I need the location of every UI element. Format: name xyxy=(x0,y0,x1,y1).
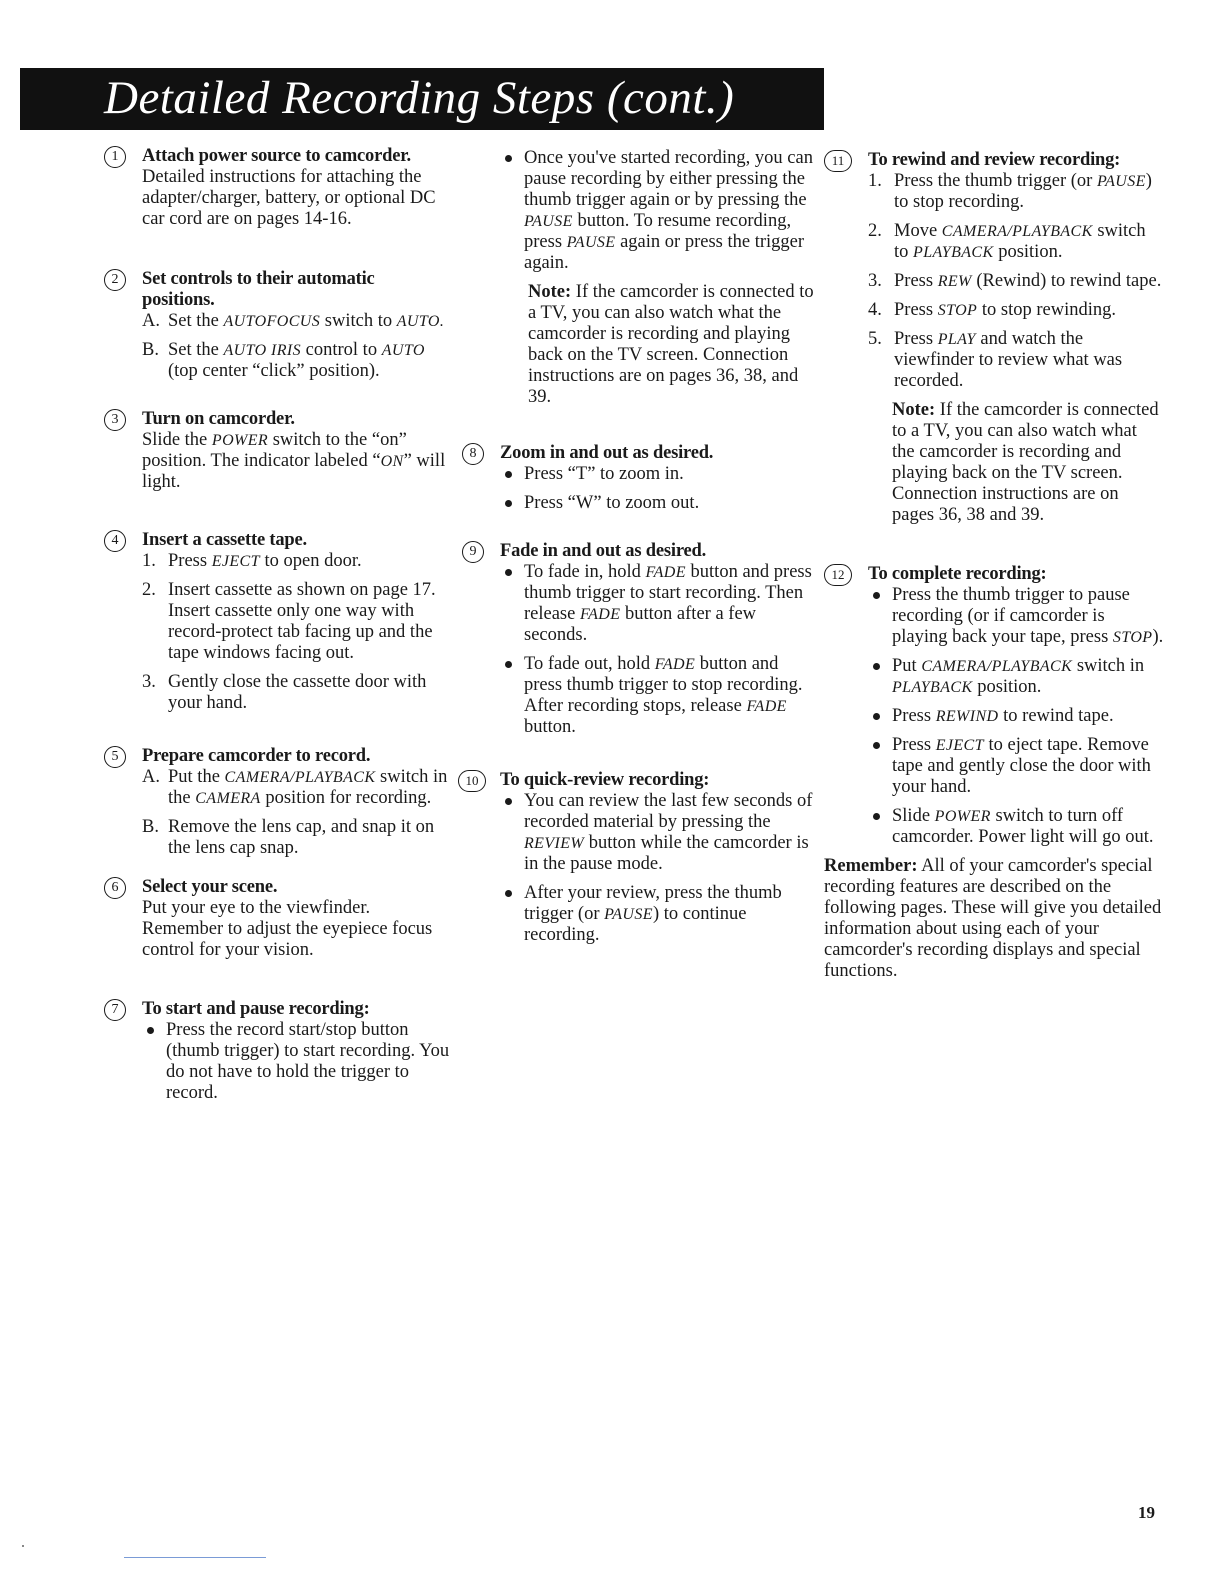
bullet-item: Press the record start/stop button (thumb trigger) to start recording. You do not have to hold the trigger to record. xyxy=(142,1020,450,1104)
step-11 xyxy=(824,150,1164,526)
step-4 xyxy=(104,530,450,714)
step-number-circle: 2 xyxy=(104,269,126,291)
note-text: If the camcorder is connected to a TV, you can also watch what the camcorder is recording and playing back on the TV screen. Connection instructions are on pages 36, 38 and 39. xyxy=(892,400,1159,525)
note-label: Note: xyxy=(528,282,572,302)
list-label: 1. xyxy=(142,551,156,571)
control-name: PLAYBACK xyxy=(892,679,973,696)
remember-text: All of your camcorder's special recording features are described on the following pages. These will give you detailed information about using each of your camcorder's recording displays and special functions. xyxy=(824,856,1162,981)
control-name: EJECT xyxy=(211,553,260,570)
control-name: EJECT xyxy=(935,737,984,754)
control-name: PLAY xyxy=(937,331,976,348)
list-text: (top center “click” position). xyxy=(168,361,380,381)
control-name: CAMERA/PLAYBACK xyxy=(224,769,376,786)
scan-speck xyxy=(22,1545,24,1547)
step-number-circle: 6 xyxy=(104,877,126,899)
note xyxy=(528,282,814,408)
control-name: ON xyxy=(380,453,404,470)
note-label: Note: xyxy=(892,400,936,420)
bullet-item: Press “T” to zoom in. xyxy=(500,464,814,485)
list-item: 2. Move CAMERA/PLAYBACK switch to PLAYBACK position. xyxy=(868,221,1146,262)
list-item xyxy=(142,672,450,714)
control-name: CAMERA/PLAYBACK xyxy=(921,658,1073,675)
list-label: A. xyxy=(142,767,160,787)
list-text: switch to xyxy=(320,311,397,331)
column-left xyxy=(104,146,450,1112)
control-name: AUTO xyxy=(381,342,425,359)
bullet-item: Press “W” to zoom out. xyxy=(500,493,814,514)
step-number-circle: 8 xyxy=(462,443,484,465)
column-middle xyxy=(462,146,814,954)
page-title: Detailed Recording Steps (cont.) xyxy=(104,72,735,124)
step-12 xyxy=(824,564,1164,848)
step-number-circle: 7 xyxy=(104,999,126,1021)
step-heading: Set controls to their automatic positions. xyxy=(142,269,375,310)
footer-rule xyxy=(124,1557,266,1558)
step-2 xyxy=(104,269,450,382)
step-number-circle: 9 xyxy=(462,541,484,563)
list-label: 5. xyxy=(868,329,882,349)
step-10 xyxy=(462,770,814,946)
list-label: 4. xyxy=(868,300,882,320)
control-name: REW xyxy=(937,273,972,290)
column-right xyxy=(824,150,1164,982)
step-number-circle: 12 xyxy=(824,564,852,586)
page-number: 19 xyxy=(1138,1503,1155,1522)
list-item: 4. Press STOP to stop rewinding. xyxy=(868,300,1116,320)
list-item xyxy=(142,817,450,859)
step-number-circle: 4 xyxy=(104,530,126,552)
bullet-item: Press the thumb trigger to pause recording (or if camcorder is playing back your tape, press STOP). xyxy=(868,585,1164,648)
bullet-item: Put CAMERA/PLAYBACK switch in PLAYBACK position. xyxy=(868,656,1164,698)
control-name: AUTOFOCUS xyxy=(223,313,321,330)
list-label: A. xyxy=(142,311,160,331)
list-item xyxy=(142,580,450,664)
step-number-circle: 1 xyxy=(104,146,126,168)
control-name: REWIND xyxy=(935,708,999,725)
list-text: Remove the lens cap, and snap it on the lens cap snap. xyxy=(168,817,435,858)
step-number-circle: 5 xyxy=(104,746,126,768)
step-heading: To rewind and review recording: xyxy=(868,150,1121,170)
step-heading: Insert a cassette tape. xyxy=(142,530,307,550)
step-8 xyxy=(462,443,814,514)
step-text: Detailed instructions for attaching the adapter/charger, battery, or optional DC car cord are on pages 14-16. xyxy=(142,167,436,229)
step-3 xyxy=(104,409,450,493)
list-item: 5. Press PLAY and watch the viewfinder to review what was recorded. xyxy=(868,329,1123,391)
step-9 xyxy=(462,541,814,738)
bullet-item: Once you've started recording, you can pause recording by either pressing the thumb trigger again or by pressing the PAUSE button. To resume recording, press PAUSE again or press the trigger again. xyxy=(500,148,814,274)
step-7 xyxy=(104,999,450,1104)
bullet-item: Press EJECT to eject tape. Remove tape and gently close the door with your hand. xyxy=(868,735,1164,798)
list-label: 2. xyxy=(868,221,882,241)
list-text: Gently close the cassette door with your hand. xyxy=(168,672,427,713)
list-text: control to xyxy=(301,340,382,360)
step-5 xyxy=(104,746,450,859)
control-name: POWER xyxy=(934,808,991,825)
step-text: Slide the POWER switch to the “on” position. The indicator labeled “ON” will light. xyxy=(142,430,446,492)
list-label: 3. xyxy=(142,672,156,692)
step-text: Put your eye to the viewfinder. Remember to adjust the eyepiece focus control for your vision. xyxy=(142,898,433,960)
step-heading: To start and pause recording: xyxy=(142,999,370,1019)
list-text: Set the xyxy=(168,311,224,331)
step-heading: Turn on camcorder. xyxy=(142,409,295,429)
step-heading: Prepare camcorder to record. xyxy=(142,746,371,766)
control-name: AUTO. xyxy=(396,313,445,330)
control-name: PAUSE xyxy=(566,234,616,251)
control-name: FADE xyxy=(579,606,621,623)
remember-paragraph xyxy=(824,856,1164,982)
control-name: CAMERA xyxy=(195,790,261,807)
step-heading: To quick-review recording: xyxy=(500,770,710,790)
step-number-circle: 10 xyxy=(458,770,486,792)
page-title-banner xyxy=(20,68,824,130)
control-name: PAUSE xyxy=(604,906,653,923)
bullet-item: To fade out, hold FADE button and press thumb trigger to stop recording. After recording stops, release FADE button. xyxy=(500,654,814,738)
remember-label: Remember: xyxy=(824,856,918,876)
list-label: 1. xyxy=(868,171,882,191)
control-name: PLAYBACK xyxy=(913,244,994,261)
control-name: REVIEW xyxy=(524,835,585,852)
step-heading: Select your scene. xyxy=(142,877,278,897)
control-name: POWER xyxy=(211,432,269,449)
step-heading: To complete recording: xyxy=(868,564,1047,584)
control-name: FADE xyxy=(746,698,787,715)
step-heading: Attach power source to camcorder. xyxy=(142,146,411,166)
list-label: 2. xyxy=(142,580,156,600)
note xyxy=(892,400,1164,526)
control-name: PAUSE xyxy=(524,213,573,230)
control-name: AUTO IRIS xyxy=(223,342,302,359)
list-item: 3. Press REW (Rewind) to rewind tape. xyxy=(868,271,1162,291)
list-item xyxy=(142,340,450,382)
bullet-item: Slide POWER switch to turn off camcorder. Power light will go out. xyxy=(868,806,1164,848)
control-name: STOP xyxy=(1112,629,1153,646)
list-text: Insert cassette as shown on page 17. Insert cassette only one way with record-protect tab facing up and the tape windows facing out. xyxy=(168,580,436,663)
list-item: A. Put the CAMERA/PLAYBACK switch in the CAMERA position for recording. xyxy=(142,767,448,808)
list-label: B. xyxy=(142,817,159,837)
list-item xyxy=(142,311,450,332)
bullet-item: To fade in, hold FADE button and press thumb trigger to start recording. Then release FADE button after a few seconds. xyxy=(500,562,814,646)
list-item: 1. Press EJECT to open door. xyxy=(142,551,362,571)
step-heading: Zoom in and out as desired. xyxy=(500,443,714,463)
list-label: 3. xyxy=(868,271,882,291)
step-heading: Fade in and out as desired. xyxy=(500,541,707,561)
note-text: If the camcorder is connected to a TV, you can also watch what the camcorder is recording and playing back on the TV screen. Connection instructions are on pages 36, 38, and 39. xyxy=(528,282,814,407)
control-name: STOP xyxy=(937,302,978,319)
bullet-item: You can review the last few seconds of recorded material by pressing the REVIEW button while the camcorder is in the pause mode. xyxy=(500,791,814,875)
bullet-item: Press REWIND to rewind tape. xyxy=(868,706,1164,727)
bullet-item: After your review, press the thumb trigger (or PAUSE) to continue recording. xyxy=(500,883,814,946)
list-label: B. xyxy=(142,340,159,360)
control-name: FADE xyxy=(654,656,696,673)
step-1 xyxy=(104,146,450,230)
step-number-circle: 3 xyxy=(104,409,126,431)
step-6 xyxy=(104,877,450,961)
step-number-circle: 11 xyxy=(824,150,852,172)
control-name: CAMERA/PLAYBACK xyxy=(941,223,1093,240)
control-name: PAUSE xyxy=(1096,173,1146,190)
control-name: FADE xyxy=(645,564,686,581)
list-item: 1. Press the thumb trigger (or PAUSE) to stop recording. xyxy=(868,171,1152,212)
list-text: Set the xyxy=(168,340,224,360)
